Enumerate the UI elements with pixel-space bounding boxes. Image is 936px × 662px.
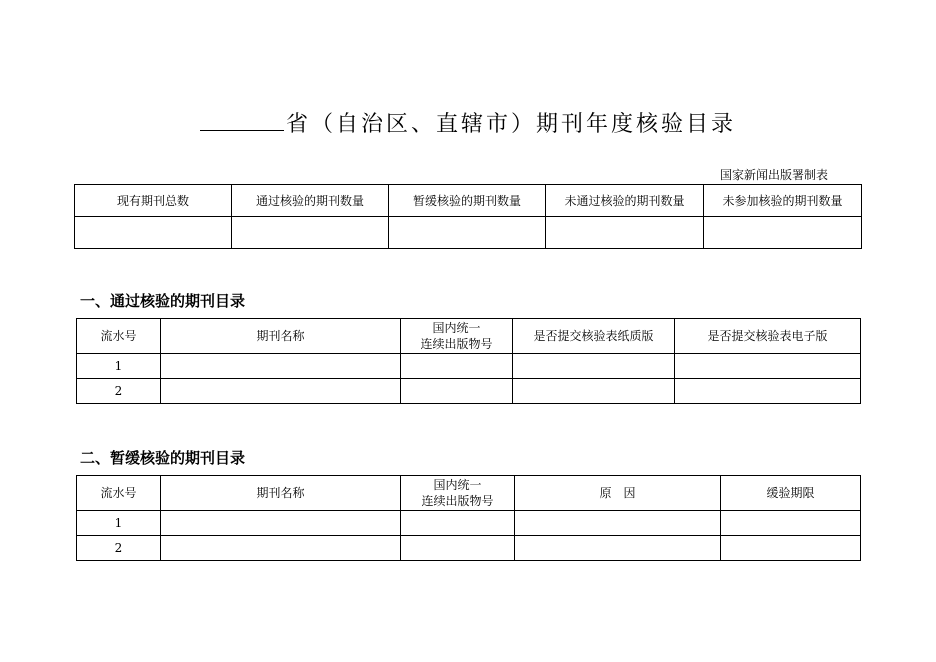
column-header-issn: 国内统一 连续出版物号 — [401, 319, 513, 354]
section-heading-passed: 一、通过核验的期刊目录 — [80, 292, 246, 310]
table-header-row — [77, 476, 861, 511]
row-cell[interactable] — [161, 379, 401, 404]
row-serial: 2 — [77, 536, 161, 561]
section-heading-deferred: 二、暂缓核验的期刊目录 — [80, 449, 246, 467]
row-cell[interactable] — [161, 511, 401, 536]
row-cell[interactable] — [401, 379, 513, 404]
agency-label: 国家新闻出版署制表 — [720, 168, 829, 182]
summary-header-cell: 未参加核验的期刊数量 — [704, 185, 862, 217]
row-cell[interactable] — [675, 354, 861, 379]
row-cell[interactable] — [515, 536, 721, 561]
summary-header-cell: 未通过核验的期刊数量 — [546, 185, 704, 217]
passed-journals-table — [76, 318, 861, 404]
row-cell[interactable] — [515, 511, 721, 536]
column-header-paper-submitted: 是否提交核验表纸质版 — [513, 319, 675, 354]
page-title — [0, 108, 936, 142]
summary-header-cell: 暂缓核验的期刊数量 — [389, 185, 546, 217]
row-serial: 1 — [77, 354, 161, 379]
summary-value-cell[interactable] — [704, 217, 862, 249]
row-cell[interactable] — [401, 511, 515, 536]
row-cell[interactable] — [721, 536, 861, 561]
summary-value-row — [75, 217, 862, 249]
row-cell[interactable] — [161, 536, 401, 561]
row-serial: 2 — [77, 379, 161, 404]
column-header-serial: 流水号 — [77, 476, 161, 511]
table-row — [77, 511, 861, 536]
column-header-deferral-deadline: 缓验期限 — [721, 476, 861, 511]
summary-header-cell: 现有期刊总数 — [75, 185, 232, 217]
summary-value-cell[interactable] — [389, 217, 546, 249]
column-header-issn: 国内统一 连续出版物号 — [401, 476, 515, 511]
column-header-reason: 原 因 — [515, 476, 721, 511]
summary-value-cell[interactable] — [232, 217, 389, 249]
summary-header-row — [75, 185, 862, 217]
table-row — [77, 354, 861, 379]
column-header-serial: 流水号 — [77, 319, 161, 354]
summary-table — [74, 184, 862, 249]
summary-value-cell[interactable] — [546, 217, 704, 249]
deferred-journals-table — [76, 475, 861, 561]
row-cell[interactable] — [161, 354, 401, 379]
column-header-electronic-submitted: 是否提交核验表电子版 — [675, 319, 861, 354]
page-title-text: 省（自治区、直辖市）期刊年度核验目录 — [285, 112, 736, 137]
row-cell[interactable] — [721, 511, 861, 536]
table-header-row — [77, 319, 861, 354]
column-header-journal-name: 期刊名称 — [161, 476, 401, 511]
summary-value-cell[interactable] — [75, 217, 232, 249]
row-cell[interactable] — [401, 536, 515, 561]
province-blank-line — [200, 108, 284, 131]
summary-header-cell: 通过核验的期刊数量 — [232, 185, 389, 217]
table-row — [77, 379, 861, 404]
column-header-journal-name: 期刊名称 — [161, 319, 401, 354]
row-cell[interactable] — [401, 354, 513, 379]
row-cell[interactable] — [675, 379, 861, 404]
table-row — [77, 536, 861, 561]
row-serial: 1 — [77, 511, 161, 536]
row-cell[interactable] — [513, 354, 675, 379]
row-cell[interactable] — [513, 379, 675, 404]
